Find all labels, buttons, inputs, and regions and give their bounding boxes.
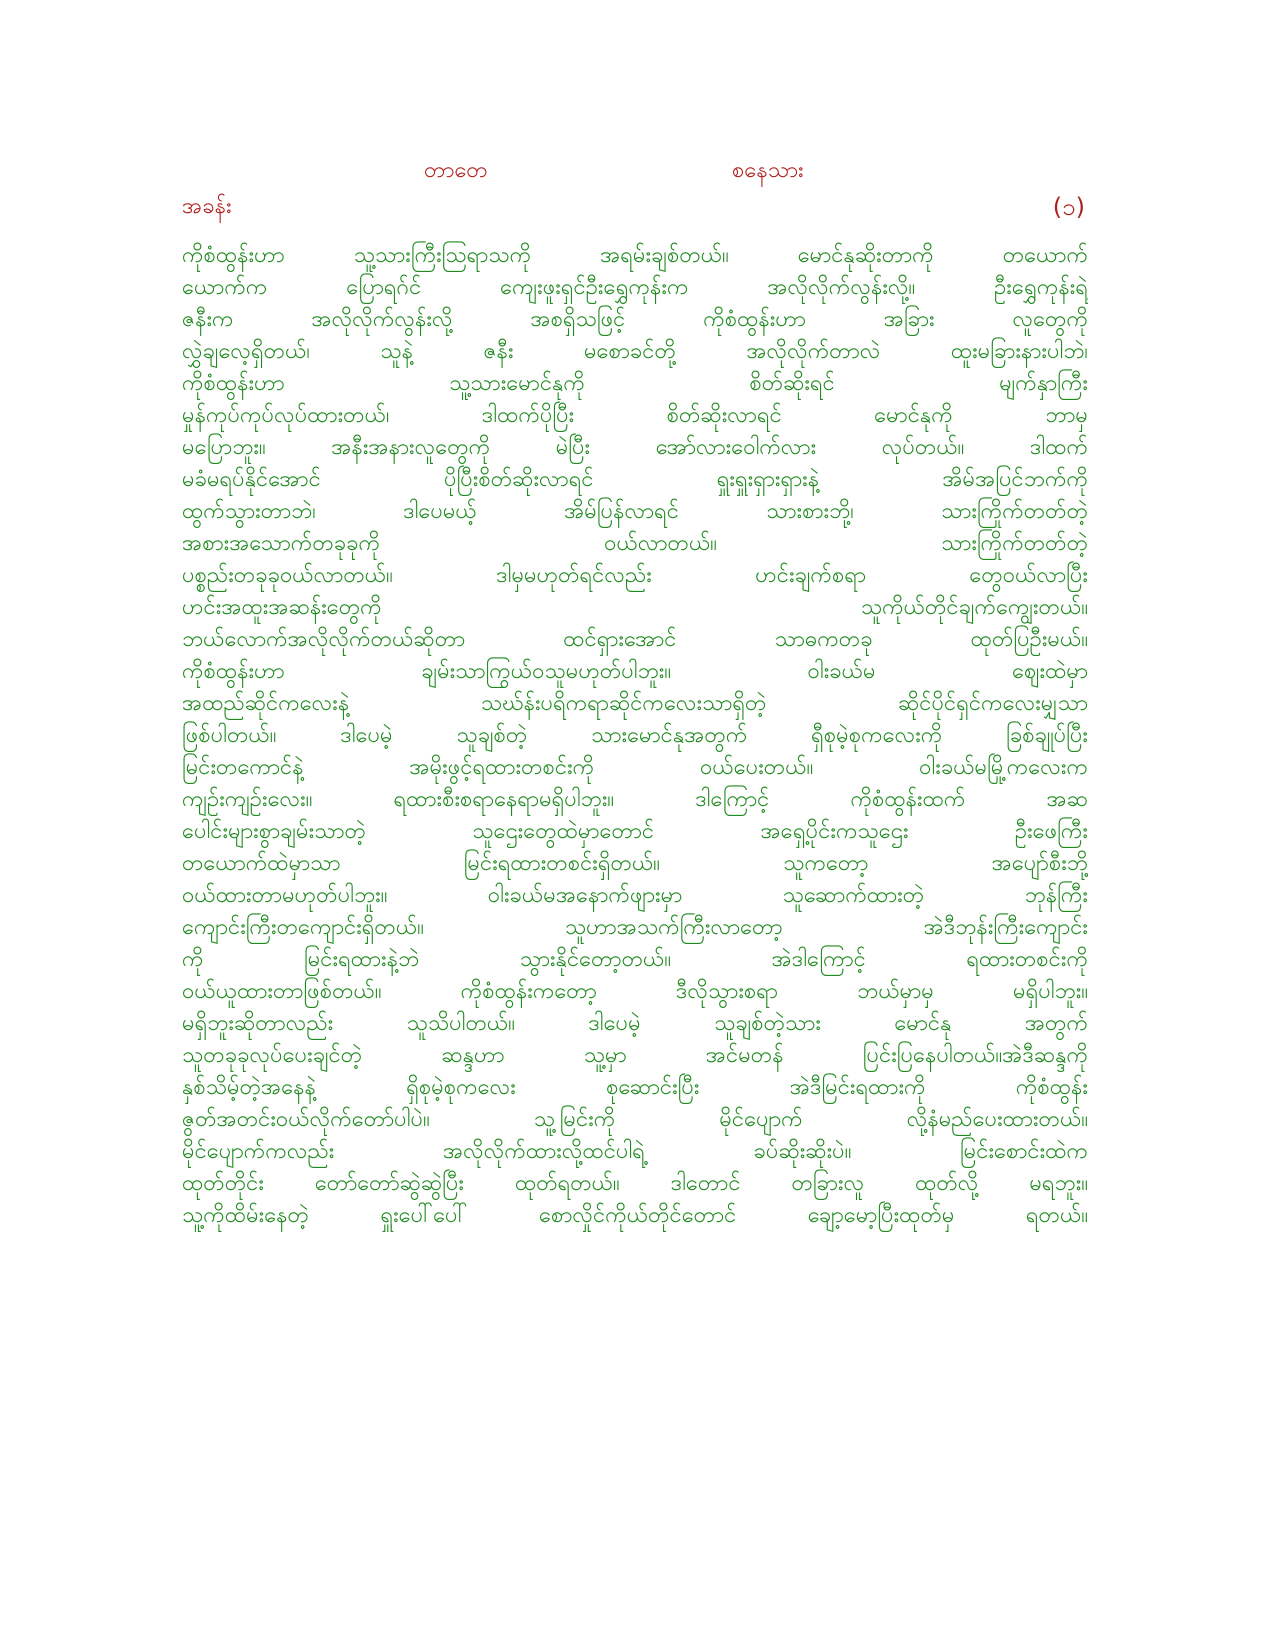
body-line: နှစ်သိမ့်တဲ့အနေနဲ့ ရှိစုမဲ့စုကလေး စုဆောင်းပြီး အဲဒီမြင်းရထားကို ကိုစံထွန်း	[182, 1075, 1088, 1100]
body-line: ကိုစံထွန်းဟာ သူ့သားမောင်နုကို စိတ်ဆိုးရင် မျက်နှာကြီး	[182, 371, 1088, 396]
body-line: ဇွတ်အတင်းဝယ်လိုက်တော်ပါပဲ။ သူ့မြင်းကို မိုင်ပျောက် လို့နံမည်ပေးထားတယ်။	[182, 1107, 1088, 1132]
body-line: သူ့ကိုထိမ်းနေတဲ့ ရှူးပေါ်ပေါ် စောလှိုင်ကိုယ်တိုင်တောင် ချော့မော့ပြီးထုတ်မှ ရတယ်။	[182, 1203, 1088, 1228]
body-line: မှုန်ကုပ်ကုပ်လုပ်ထားတယ်၊ ဒါထက်ပိုပြီး စိတ်ဆိုးလာရင် မောင်နုကို ဘာမှ	[182, 403, 1088, 428]
body-line: လွှဲချလေ့ရှိတယ်၊ သူနဲ့ ဇနီး မစောခင်တို့ အလိုလိုက်တာလဲ ထူးမခြားနားပါဘဲ၊	[182, 339, 1088, 364]
body-line: ကျဉ်းကျဉ်းလေး။ ရထားစီးစရာနေရာမရှိပါဘူး။ ဒါကြောင့် ကိုစံထွန်းထက် အဆ	[182, 787, 1088, 812]
body-line: ဟင်းအထူးအဆန်းတွေကို သူကိုယ်တိုင်ချက်ကျွေးတယ်။	[182, 595, 1088, 620]
body-line: မရှိဘူးဆိုတာလည်း သူသိပါတယ်။ ဒါပေမဲ့ သူချစ်တဲ့သား မောင်နု အတွက်	[182, 1011, 1088, 1036]
body-line: တယောက်ထဲမှာသာ မြင်းရထားတစင်းရှိတယ်။ သူကတော့ အပျော်စီးဘို့	[182, 851, 1088, 876]
body-line: မခံမရပ်နိုင်အောင် ပိုပြီးစိတ်ဆိုးလာရင် ရှူးရှူးရှားရှားနဲ့ အိမ်အပြင်ဘက်ကို	[182, 467, 1088, 492]
body-line: သူတခုခုလုပ်ပေးချင်တဲ့ ဆန္ဒဟာ သူ့မှာ အင်မတန် ပြင်းပြနေပါတယ်။အဲဒီဆန္ဒကို	[182, 1043, 1088, 1068]
author-name: တာတေ	[424, 158, 488, 183]
body-line: ဖြစ်ပါတယ်။ ဒါပေမဲ့ သူချစ်တဲ့ သားမောင်နုအတွက် ရှီစုမဲ့စုကလေးကို ခြစ်ချုပ်ပြီး	[182, 723, 1088, 748]
body-line: အစားအသောက်တခုခုကို ဝယ်လာတယ်။ သားကြိုက်တတ်တဲ့	[182, 531, 1088, 556]
chapter-body	[182, 240, 1088, 1530]
body-line: ဇနီးက အလိုလိုက်လွန်းလို့ အစရှိသဖြင့် ကိုစံထွန်းဟာ အခြား လူတွေကို	[182, 307, 1088, 332]
body-line: ဝယ်ယူထားတာဖြစ်တယ်။ ကိုစံထွန်းကတော့ ဒီလိုသွားစရာ ဘယ်မှာမှ မရှိပါဘူး။	[182, 979, 1088, 1004]
body-line: ဝယ်ထားတာမဟုတ်ပါဘူး။ ဝါးခယ်မအနောက်ဖျားမှာ သူဆောက်ထားတဲ့ ဘုန်ကြီး	[182, 883, 1088, 908]
body-line: ကိုစံထွန်းဟာ သူ့သားကြီးသြရာသကို အရမ်းချစ်တယ်။ မောင်နုဆိုးတာကို တယောက်	[182, 243, 1088, 268]
body-line: ထုတ်တိုင်း တော်တော်ဆွဲဆွဲပြီး ထုတ်ရတယ်။ ဒါတောင် တခြားလူ ထုတ်လို့ မရဘူး။	[182, 1171, 1088, 1196]
body-line: မြင်းတကောင်နဲ့ အမိုးဖွင့်ရထားတစင်းကို ဝယ်ပေးတယ်။ ဝါးခယ်မမြို့ကလေးက	[182, 755, 1088, 780]
body-line: ယောက်က ပြောရဂ်င် ကျေးဖူးရှင်ဦးရွှေကုန်းက အလိုလိုက်လွန်းလို့။ ဦးရွှေကုန်းရဲ့	[182, 275, 1088, 300]
chapter-label: အခန်း	[182, 194, 232, 219]
body-line: ထွက်သွားတာဘဲ၊ ဒါပေမယ့် အိမ်ပြန်လာရင် သားစားဘို့၊ သားကြိုက်တတ်တဲ့	[182, 499, 1088, 524]
chapter-number: (၁)	[1052, 193, 1085, 221]
body-line: ဘယ်လောက်အလိုလိုက်တယ်ဆိုတာ ထင်ရှားအောင် သာဓကတခု ထုတ်ပြဦးမယ်။	[182, 627, 1088, 652]
body-line: မိုင်ပျောက်ကလည်း အလိုလိုက်ထားလို့ထင်ပါရဲ့ ခပ်ဆိုးဆိုးပဲ။ မြင်းစောင်းထဲက	[182, 1139, 1088, 1164]
body-line: မပြောဘူး။ အနီးအနားလူတွေကို မဲပြီး အော်လားဝေါက်လား လုပ်တယ်။ ဒါထက်	[182, 435, 1088, 460]
body-line: ပစ္စည်းတခုခုဝယ်လာတယ်။ ဒါမှမဟုတ်ရင်လည်း ဟင်းချက်စရာ တွေဝယ်လာပြီး	[182, 563, 1088, 588]
body-line: အထည်ဆိုင်ကလေးနဲ့ သဃ်န်းပရိကရာဆိုင်ကလေးသာရှိတဲ့ ဆိုင်ပိုင်ရှင်ကလေးမျှသာ	[182, 691, 1088, 716]
body-line: ကျောင်းကြီးတကျောင်းရှိတယ်။ သူဟာအသက်ကြီးလာတော့ အဲဒီဘုန်းကြီးကျောင်း	[182, 915, 1088, 940]
body-line: ပေါင်းများစွာချမ်းသာတဲ့ သူဌေးတွေထဲမှာတောင် အရှေ့ပိုင်းကသူဌေး ဦးဖေကြီး	[182, 819, 1088, 844]
book-title: စနေသား	[732, 158, 804, 183]
body-line: ကို မြင်းရထားနဲ့ဘဲ သွားနိုင်တော့တယ်။ အဲဒါကြောင့် ရထားတစင်းကို	[182, 947, 1088, 972]
body-line: ကိုစံထွန်းဟာ ချမ်းသာကြွယ်ဝသူမဟုတ်ပါဘူး။ ဝါးခယ်မ ဈေးထဲမှာ	[182, 659, 1088, 684]
